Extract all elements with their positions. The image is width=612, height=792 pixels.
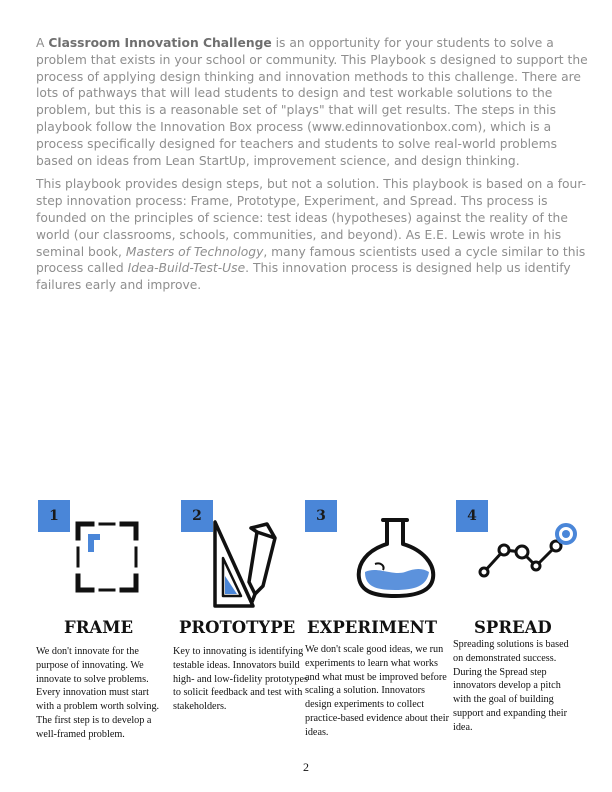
- step-title: EXPERIMENT: [307, 618, 437, 637]
- cycle-name: Idea-Build-Test-Use: [127, 261, 246, 276]
- step-number-badge: 4: [456, 500, 488, 532]
- prototype-icon: [205, 518, 289, 610]
- book-title: Masters of Technology: [125, 244, 264, 259]
- intro-text: [36, 35, 588, 301]
- intro-p2-part2: , many famous scientists used a cycle similar to this process called: [36, 244, 586, 276]
- step-description: We don't scale good ideas, we run experiments to learn what works and what must be improved before scaling a solution. Innovators design experiments to collect practice-based evidence about their ideas.: [305, 644, 449, 738]
- step-title: PROTOTYPE: [179, 618, 296, 637]
- step-description: Spreading solutions is based on demonstrated success. During the Spread step innovators develop a pitch with the goal of building support and expanding their idea.: [453, 639, 569, 733]
- network-icon: [474, 516, 578, 580]
- step-description: We don't innovate for the purpose of innovating. We innovate to solve problems. Every innovation must start with a problem worth solving. The first step is to develop a well-framed problem.: [36, 646, 160, 740]
- intro-rest: is an opportunity for your students to solve a problem that exists in your school or community. This Playbook s designed to support the process of applying design thinking and innovation methods to this challenge. There are lots of pathways that will lead students to design and test workable solutions to the problem, but this is a reasonable set of "plays" that will get results. The steps in this playbook follow the Innovation Box process (www.edinnovationbox.com), which is a process specifically designed for teachers and students to solve real-world problems based on ideas from Lean StartUp, improvement science, and design thinking.: [36, 36, 588, 168]
- step-number-badge: 1: [38, 500, 70, 532]
- intro-lead: A: [36, 36, 49, 50]
- step-number-badge: 2: [181, 500, 213, 532]
- step-description: Key to innovating is identifying testable ideas. Innovators build high- and low-fidelity prototypes to solicit feedback and test with stakeholders.: [173, 646, 308, 713]
- intro-paragraph-1: [36, 35, 588, 169]
- flask-icon: [353, 516, 439, 600]
- intro-p2-part1: This playbook provides design steps, but not a solution. This playbook is based on a four-step innovation process: Frame, Prototype, Experiment, and Spread. Ths process is founded on the principles of science: test ideas (hypotheses) against the reality of the world (our classrooms, schools, communities, and beyond). As E.E. Lewis wrote in his seminal book,: [36, 177, 587, 259]
- step-title: FRAME: [64, 618, 134, 637]
- intro-paragraph-2: [36, 176, 588, 294]
- step-number-badge: 3: [305, 500, 337, 532]
- frame-icon: [72, 518, 142, 596]
- challenge-name: Classroom Innovation Challenge: [48, 36, 272, 50]
- page-number: 2: [303, 760, 309, 774]
- step-title: SPREAD: [474, 618, 552, 637]
- intro-p2-part3: . This innovation process is designed help us identify failures early and improve.: [36, 261, 571, 293]
